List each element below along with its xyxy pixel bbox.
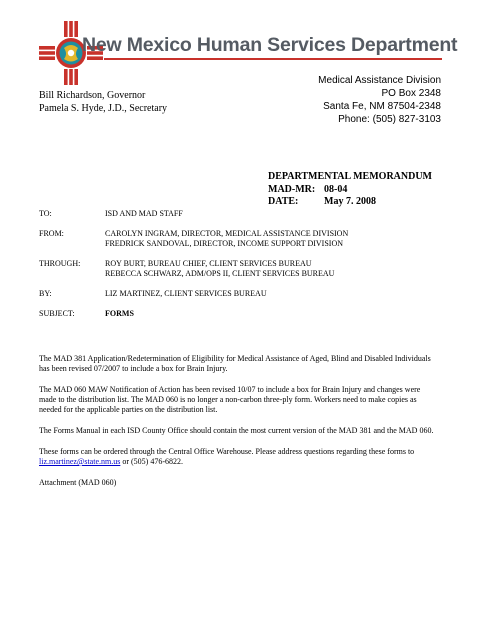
attachment-note: Attachment (MAD 060) (39, 478, 117, 487)
p1-line-1: The MAD 381 Application/Redetermination of Eligibility for Medical Assistance of Aged, Blind and Disabled Individuals (39, 354, 431, 363)
from-row (39, 229, 348, 249)
memo-body (39, 354, 459, 499)
to-label: TO: (39, 209, 52, 218)
through-row (39, 259, 348, 279)
by-value (105, 289, 267, 299)
through-value (105, 259, 334, 279)
paragraph-mad060 (39, 385, 459, 415)
memo-header (268, 171, 432, 209)
p4-line-1: These forms can be ordered through the Central Office Warehouse. Please address questions regarding these forms to (39, 447, 415, 456)
secretary-line: Pamela S. Hyde, J.D., Secretary (39, 103, 168, 114)
through-line-2: REBECCA SCHWARZ, ADM/OPS II, CLIENT SERVICES BUREAU (105, 269, 335, 278)
p2-line-1: The MAD 060 MAW Notification of Action has been revised 10/07 to include a box for Brain Injury and changes were (39, 385, 421, 394)
memo-title: DEPARTMENTAL MEMORANDUM (268, 171, 432, 182)
memo-date-value: May 7. 2008 (324, 196, 376, 207)
memo-date-label: DATE: (268, 196, 299, 207)
by-label: BY: (39, 289, 52, 298)
city-state-zip: Santa Fe, NM 87504-2348 (323, 101, 441, 112)
contact-email-link[interactable]: liz.martinez@state.nm.us (39, 457, 121, 466)
division-name: Medical Assistance Division (318, 75, 441, 86)
subject-label: SUBJECT: (39, 309, 75, 318)
by-line: LIZ MARTINEZ, CLIENT SERVICES BUREAU (105, 289, 267, 298)
subject-value: FORMS (105, 309, 134, 318)
to-value (105, 209, 183, 219)
governor-line: Bill Richardson, Governor (39, 90, 146, 101)
p2-line-2: made to the distribution list. The MAD 060 is no longer a non-carbon three-ply form. Workers need to make copies as (39, 395, 417, 404)
by-row (39, 289, 348, 299)
paragraph-ordering (39, 447, 459, 467)
memo-date-row (268, 196, 432, 209)
subject-row (39, 309, 348, 319)
paragraph-mad381 (39, 354, 459, 374)
officials-block (39, 89, 167, 115)
through-line-1: ROY BURT, BUREAU CHIEF, CLIENT SERVICES BUREAU (105, 259, 312, 268)
routing-table (39, 209, 348, 329)
agency-title: New Mexico Human Services Department (82, 34, 458, 56)
p1-line-2: has been revised 07/2007 to include a box for Brain Injury. (39, 364, 228, 373)
memo-number-label: MAD-MR: (268, 183, 316, 195)
memo-number-value: 08-04 (324, 183, 348, 195)
p2-line-3: needed for the applicable parties on the distribution list. (39, 405, 218, 414)
contact-phone-text: or (505) 476-6822. (120, 457, 183, 466)
letterhead-divider (104, 58, 442, 60)
division-address (318, 74, 441, 126)
to-row (39, 209, 348, 219)
po-box: PO Box 2348 (381, 88, 441, 99)
to-line: ISD AND MAD STAFF (105, 209, 183, 218)
phone-number: Phone: (505) 827-3103 (338, 114, 441, 125)
through-label: THROUGH: (39, 259, 81, 268)
from-line-2: FREDRICK SANDOVAL, DIRECTOR, INCOME SUPPORT DIVISION (105, 239, 343, 248)
from-label: FROM: (39, 229, 64, 238)
from-line-1: CAROLYN INGRAM, DIRECTOR, MEDICAL ASSISTANCE DIVISION (105, 229, 349, 238)
paragraph-forms-manual: The Forms Manual in each ISD County Office should contain the most current version of the MAD 381 and the MAD 060. (39, 426, 434, 435)
memo-number-row (268, 184, 432, 197)
from-value (105, 229, 348, 249)
